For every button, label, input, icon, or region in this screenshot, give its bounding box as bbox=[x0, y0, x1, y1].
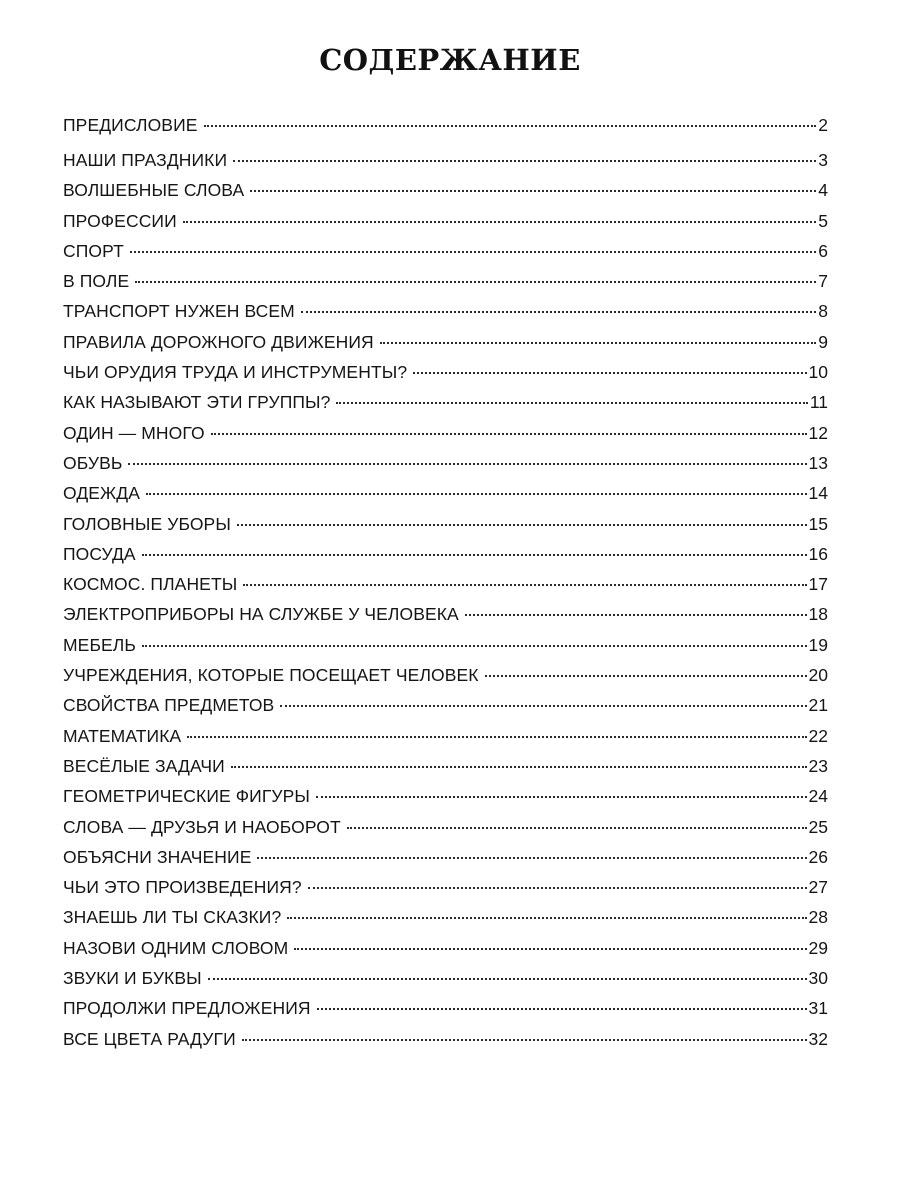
toc-dot-leader bbox=[142, 645, 807, 647]
toc-entry-title: ЗВУКИ И БУКВЫ bbox=[63, 968, 202, 989]
toc-entry-page-number: 26 bbox=[808, 846, 828, 867]
toc-dot-leader bbox=[243, 584, 806, 586]
toc-entry bbox=[63, 145, 828, 175]
toc-entry-page-number: 31 bbox=[808, 998, 828, 1019]
toc-dot-leader bbox=[317, 1008, 807, 1010]
toc-entry-title: НАШИ ПРАЗДНИКИ bbox=[63, 150, 228, 170]
toc-dot-leader bbox=[204, 125, 816, 127]
toc-entry-title: В ПОЛЕ bbox=[63, 271, 130, 292]
toc-dot-leader bbox=[142, 554, 807, 556]
toc-entry bbox=[63, 751, 828, 781]
toc-entry-page-number: 12 bbox=[808, 422, 828, 443]
toc-dot-leader bbox=[242, 1039, 807, 1041]
toc-entry-page-number: 27 bbox=[808, 877, 828, 898]
toc-entry-page-number: 17 bbox=[808, 574, 828, 595]
toc-entry-title: ПРЕДИСЛОВИЕ bbox=[63, 115, 198, 135]
toc-dot-leader bbox=[336, 402, 807, 404]
toc-entry-page-number: 18 bbox=[808, 604, 828, 625]
toc-entry-page-number: 28 bbox=[808, 907, 828, 928]
toc-entry-page-number: 22 bbox=[808, 725, 828, 746]
toc-dot-leader bbox=[250, 190, 816, 192]
toc-dot-leader bbox=[465, 614, 807, 616]
toc-entry-title: ПРАВИЛА ДОРОЖНОГО ДВИЖЕНИЯ bbox=[63, 331, 374, 352]
toc-dot-leader bbox=[233, 160, 816, 162]
toc-entry-page-number: 7 bbox=[818, 271, 828, 292]
toc-entry bbox=[63, 296, 828, 326]
toc-dot-leader bbox=[347, 827, 807, 829]
toc-entry-title: СЛОВА — ДРУЗЬЯ И НАОБОРОТ bbox=[63, 816, 341, 837]
toc-entry bbox=[63, 357, 828, 387]
toc-entry bbox=[63, 448, 828, 478]
toc-entry bbox=[63, 236, 828, 266]
toc-entry-title: КАК НАЗЫВАЮТ ЭТИ ГРУППЫ? bbox=[63, 392, 331, 413]
toc-entry bbox=[63, 387, 828, 417]
toc-entry-page-number: 16 bbox=[808, 543, 828, 564]
toc-entry-page-number: 23 bbox=[808, 755, 828, 776]
toc-dot-leader bbox=[146, 493, 806, 495]
toc-dot-leader bbox=[308, 887, 807, 889]
toc-dot-leader bbox=[183, 221, 816, 223]
toc-dot-leader bbox=[130, 251, 816, 253]
toc-entry bbox=[63, 630, 828, 660]
toc-entry bbox=[63, 1024, 828, 1054]
toc-entry-page-number: 19 bbox=[808, 634, 828, 655]
toc-entry-page-number: 25 bbox=[808, 816, 828, 837]
toc-entry-title: ТРАНСПОРТ НУЖЕН ВСЕМ bbox=[63, 301, 295, 322]
toc-entry-page-number: 10 bbox=[808, 362, 828, 383]
toc-entry bbox=[63, 206, 828, 236]
toc-dot-leader bbox=[208, 978, 807, 980]
toc-entry-title: ПРОФЕССИИ bbox=[63, 210, 177, 231]
toc-entry-title: ПОСУДА bbox=[63, 543, 136, 564]
toc-entry-page-number: 6 bbox=[818, 240, 828, 261]
toc-entry bbox=[63, 569, 828, 599]
toc-entry-page-number: 29 bbox=[808, 937, 828, 958]
toc-entry bbox=[63, 872, 828, 902]
toc-entry-page-number: 14 bbox=[808, 483, 828, 504]
toc-entry-title: ЧЬИ ОРУДИЯ ТРУДА И ИНСТРУМЕНТЫ? bbox=[63, 362, 408, 383]
toc-entry-page-number: 3 bbox=[818, 150, 828, 170]
toc-entry-title: МЕБЕЛЬ bbox=[63, 634, 136, 655]
toc-entry-title: ПРОДОЛЖИ ПРЕДЛОЖЕНИЯ bbox=[63, 998, 311, 1019]
toc-dot-leader bbox=[211, 433, 807, 435]
toc-entry bbox=[63, 175, 828, 205]
toc-entry-page-number: 30 bbox=[808, 968, 828, 989]
toc-entry-title: ОБЪЯСНИ ЗНАЧЕНИЕ bbox=[63, 846, 252, 867]
toc-dot-leader bbox=[187, 736, 806, 738]
toc-entry-title: ВСЕ ЦВЕТА РАДУГИ bbox=[63, 1028, 236, 1049]
toc-entry bbox=[63, 721, 828, 751]
toc-dot-leader bbox=[380, 342, 816, 344]
toc-entry bbox=[63, 418, 828, 448]
toc-entry-title: СВОЙСТВА ПРЕДМЕТОВ bbox=[63, 695, 275, 716]
toc-entry-page-number: 5 bbox=[818, 210, 828, 231]
table-of-contents bbox=[63, 110, 828, 1054]
toc-dot-leader bbox=[257, 857, 806, 859]
toc-entry-page-number: 21 bbox=[808, 695, 828, 716]
toc-entry-page-number: 32 bbox=[808, 1028, 828, 1049]
toc-entry-title: КОСМОС. ПЛАНЕТЫ bbox=[63, 574, 238, 595]
toc-entry-title: ЭЛЕКТРОПРИБОРЫ НА СЛУЖБЕ У ЧЕЛОВЕКА bbox=[63, 604, 459, 625]
toc-entry bbox=[63, 660, 828, 690]
toc-entry-page-number: 11 bbox=[809, 392, 828, 413]
toc-dot-leader bbox=[237, 524, 807, 526]
toc-entry bbox=[63, 812, 828, 842]
toc-dot-leader bbox=[301, 311, 816, 313]
toc-entry bbox=[63, 599, 828, 629]
toc-dot-leader bbox=[128, 463, 806, 465]
toc-entry-page-number: 15 bbox=[808, 513, 828, 534]
toc-entry bbox=[63, 933, 828, 963]
toc-entry bbox=[63, 266, 828, 296]
toc-entry bbox=[63, 842, 828, 872]
toc-entry-title: ЗНАЕШЬ ЛИ ТЫ СКАЗКИ? bbox=[63, 907, 282, 928]
toc-entry-title: ОДЕЖДА bbox=[63, 483, 141, 504]
toc-entry bbox=[63, 478, 828, 508]
toc-entry bbox=[63, 902, 828, 932]
toc-entry bbox=[63, 781, 828, 811]
toc-entry-title: ОДИН — МНОГО bbox=[63, 422, 205, 443]
toc-entry bbox=[63, 327, 828, 357]
toc-entry-page-number: 24 bbox=[808, 786, 828, 807]
toc-entry-page-number: 4 bbox=[818, 180, 828, 201]
toc-entry bbox=[63, 963, 828, 993]
toc-entry-title: МАТЕМАТИКА bbox=[63, 725, 182, 746]
toc-entry-title: УЧРЕЖДЕНИЯ, КОТОРЫЕ ПОСЕЩАЕТ ЧЕЛОВЕК bbox=[63, 665, 479, 686]
toc-dot-leader bbox=[294, 948, 806, 950]
toc-dot-leader bbox=[135, 281, 816, 283]
toc-entry bbox=[63, 110, 828, 145]
toc-entry-title: ГОЛОВНЫЕ УБОРЫ bbox=[63, 513, 231, 534]
toc-entry-page-number: 20 bbox=[808, 665, 828, 686]
toc-entry-title: СПОРТ bbox=[63, 240, 124, 261]
toc-dot-leader bbox=[413, 372, 806, 374]
toc-entry-page-number: 9 bbox=[818, 331, 828, 352]
toc-entry-title: ГЕОМЕТРИЧЕСКИЕ ФИГУРЫ bbox=[63, 786, 310, 807]
toc-entry-page-number: 2 bbox=[818, 115, 828, 135]
toc-dot-leader bbox=[287, 917, 806, 919]
toc-entry-title: ВЕСЁЛЫЕ ЗАДАЧИ bbox=[63, 755, 225, 776]
toc-entry-page-number: 13 bbox=[808, 452, 828, 473]
toc-dot-leader bbox=[280, 705, 806, 707]
toc-entry-title: ОБУВЬ bbox=[63, 452, 123, 473]
toc-entry-title: НАЗОВИ ОДНИМ СЛОВОМ bbox=[63, 937, 289, 958]
toc-entry bbox=[63, 993, 828, 1023]
toc-entry bbox=[63, 509, 828, 539]
toc-entry bbox=[63, 539, 828, 569]
toc-dot-leader bbox=[231, 766, 807, 768]
toc-dot-leader bbox=[316, 796, 807, 798]
toc-dot-leader bbox=[485, 675, 807, 677]
toc-entry-page-number: 8 bbox=[818, 301, 828, 322]
toc-entry-title: ЧЬИ ЭТО ПРОИЗВЕДЕНИЯ? bbox=[63, 877, 302, 898]
page-title: СОДЕРЖАНИЕ bbox=[319, 43, 581, 77]
toc-entry bbox=[63, 690, 828, 720]
toc-entry-title: ВОЛШЕБНЫЕ СЛОВА bbox=[63, 180, 245, 201]
